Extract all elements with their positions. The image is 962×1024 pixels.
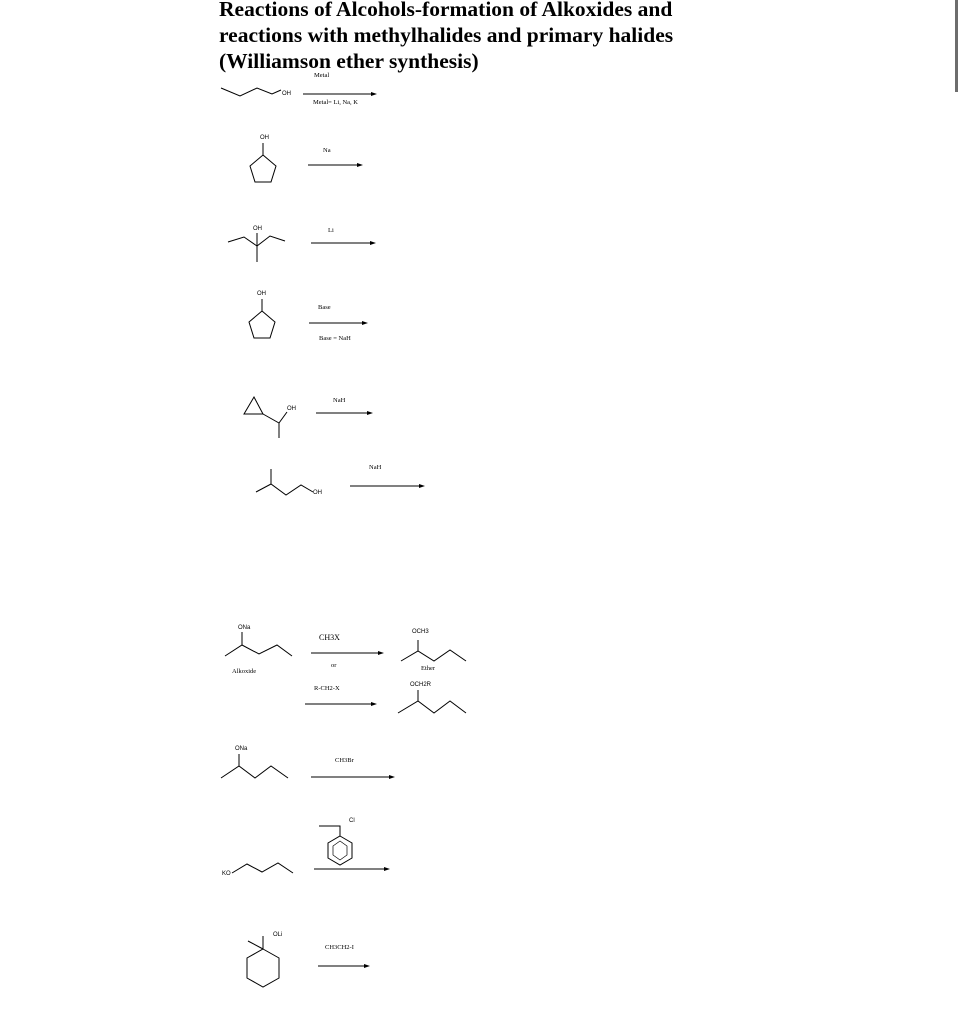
- problem-1-group-label: ONa: [235, 746, 248, 752]
- problem-3-ring: [247, 949, 279, 987]
- problem-3-group-label: OLi: [273, 932, 283, 938]
- r4-reagent: Base: [318, 304, 331, 311]
- problem-3-reagent: CH3CH2-I: [325, 944, 354, 951]
- reagent-rch2x: R-CH2-X: [314, 685, 340, 692]
- alkoxide-chain: [225, 645, 292, 656]
- r5-oh-label: OH: [287, 406, 296, 412]
- r6-reagent: NaH: [369, 464, 382, 471]
- molecule-4-ring: [249, 311, 275, 338]
- problem-2-chain: [232, 863, 293, 873]
- r1-note: Metal= Li, Na, K: [313, 99, 359, 106]
- ether-2-chain: [398, 701, 466, 713]
- reagent-cl-label: Cl: [349, 818, 355, 824]
- r2-reagent: Na: [323, 147, 331, 154]
- r3-reagent: Li: [328, 227, 334, 234]
- r1-reagent: Metal: [314, 72, 330, 79]
- molecule-2-ring: [250, 155, 276, 182]
- title-line-1: Reactions of Alcohols-formation of Alkoxides and: [219, 0, 673, 21]
- ether-1-group-label: OCH3: [412, 629, 429, 635]
- problem-1-chain: [221, 766, 288, 778]
- title-line-2: reactions with methylhalides and primary halides: [219, 23, 674, 47]
- or-label: or: [331, 662, 337, 669]
- reaction-arrows: [303, 92, 425, 968]
- r3-oh-label: OH: [253, 226, 262, 232]
- r4-note: Base = NaH: [319, 335, 351, 342]
- molecule-5-cyclopropane: [244, 397, 263, 414]
- ether-label: Ether: [421, 665, 436, 672]
- reagent-benzene-inner: [333, 841, 347, 860]
- reagent-benzene-ring: [328, 836, 352, 865]
- r5-reagent: NaH: [333, 397, 346, 404]
- ether-1-chain: [401, 650, 466, 661]
- r6-oh-label: OH: [313, 490, 322, 496]
- r4-oh-label: OH: [257, 291, 266, 297]
- r1-oh-label: OH: [282, 91, 291, 97]
- problem-1-reagent: CH3Br: [335, 757, 354, 764]
- problem-2-group-label: KO: [222, 871, 231, 877]
- r2-oh-label: OH: [260, 135, 269, 141]
- reagent-benzyl-chain: [319, 826, 340, 836]
- molecule-1-skeleton: [221, 88, 281, 96]
- molecule-6-chain: [256, 484, 313, 495]
- alkoxide-label: Alkoxide: [232, 668, 257, 675]
- ether-2-group-label: OCH2R: [410, 682, 432, 688]
- alkoxide-group-label: ONa: [238, 625, 251, 631]
- problem-3-methyl: [248, 941, 263, 949]
- molecule-5-chain: [263, 412, 287, 423]
- title-line-3: (Williamson ether synthesis): [219, 49, 479, 73]
- reagent-ch3x: CH3X: [319, 633, 340, 642]
